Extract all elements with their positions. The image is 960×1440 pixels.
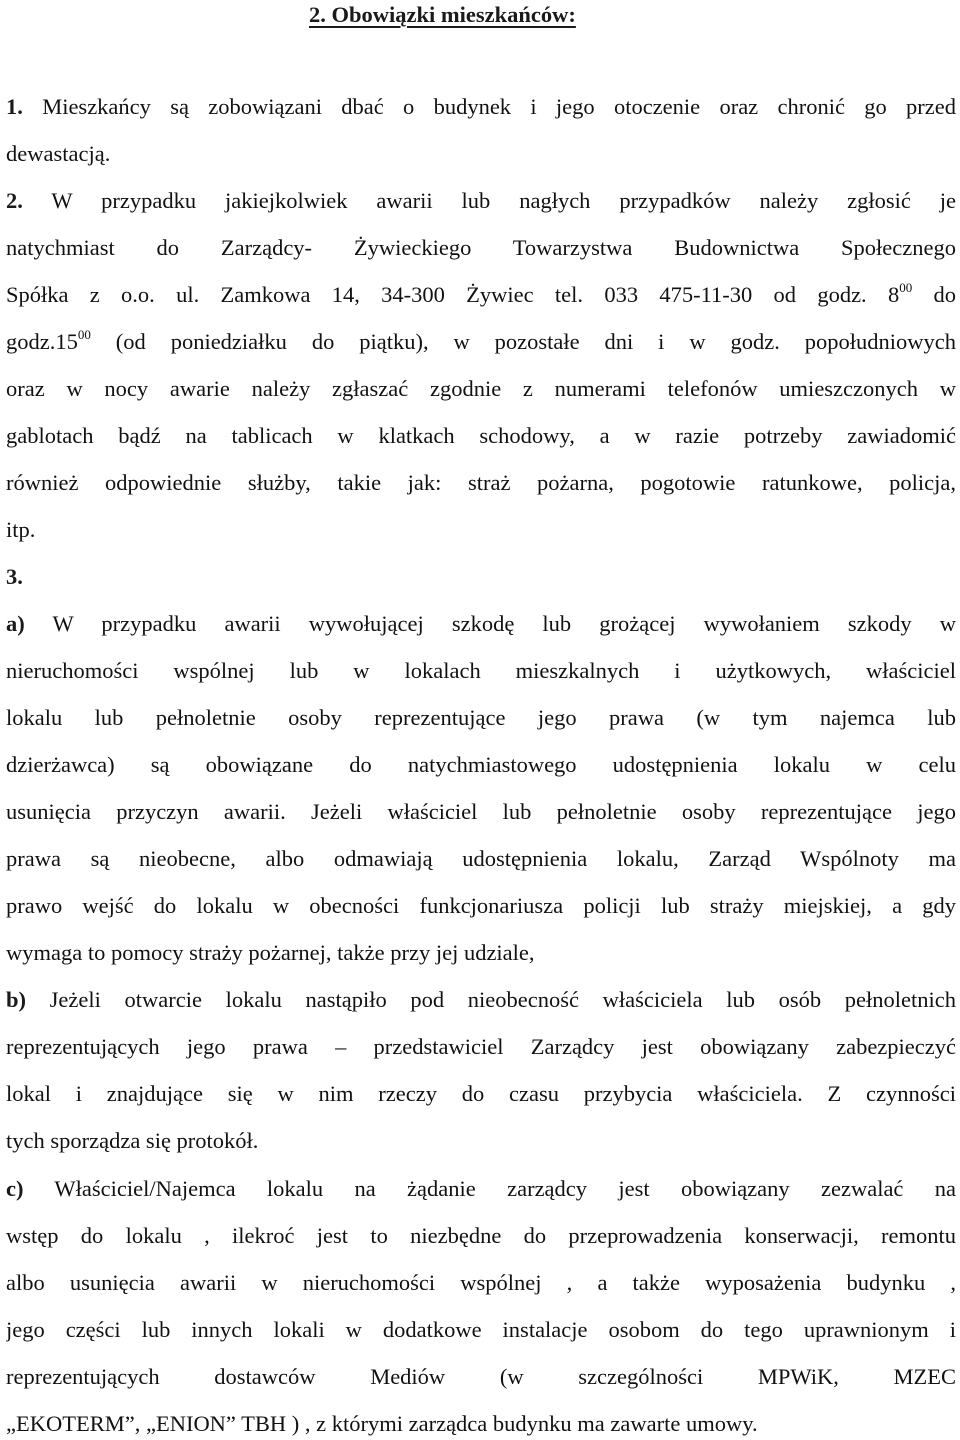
item3b-line3: lokal i znajdujące się w nim rzeczy do czasu przybycia właściciela. Z czynności (6, 1081, 956, 1106)
item3c-line1 (6, 1174, 956, 1204)
item3a-line7: prawo wejść do lokalu w obecności funkcjonariusza policji lub straży miejskiej, a gdy (6, 893, 956, 918)
item2-text-4b: (od poniedziałku do piątku), w pozostałe dni i w godz. popołudniowych (115, 329, 956, 354)
item3a-line5: usunięcia przyczyn awarii. Jeżeli właściciel lub pełnoletnie osoby reprezentujące jego (6, 799, 956, 824)
item3b-text-1: Jeżeli otwarcie lokalu nastąpiło pod nieobecność właściciela lub osób pełnoletnich (49, 987, 956, 1012)
item3a-text-1: W przypadku awarii wywołującej szkodę lub grożącej wywołaniem szkody w (52, 611, 956, 636)
item2-sup-2: 00 (77, 327, 91, 342)
item1-text-1: Mieszkańcy są zobowiązani dbać o budynek i jego otoczenie oraz chronić go przed (42, 94, 956, 119)
item2-line7: również odpowiednie służby, takie jak: straż pożarna, pogotowie ratunkowe, policja, (6, 470, 956, 495)
item3c-line2: wstęp do lokalu , ilekroć jest to niezbędne do przeprowadzenia konserwacji, remontu (6, 1223, 956, 1248)
item3b-label: b) (6, 987, 27, 1012)
item2-text-1: W przypadku jakiejkolwiek awarii lub nagłych przypadków należy zgłosić je (51, 188, 956, 213)
item2-sup-1: 00 (899, 280, 913, 295)
item2-text-3b: do (933, 282, 956, 307)
item2-line4 (6, 327, 956, 357)
item3a-line3: lokalu lub pełnoletnie osoby reprezentujące jego prawa (w tym najemca lub (6, 705, 956, 730)
item3b-line2: reprezentujących jego prawa – przedstawiciel Zarządcy jest obowiązany zabezpieczyć (6, 1034, 956, 1059)
item3a-line2: nieruchomości wspólnej lub w lokalach mieszkalnych i użytkowych, właściciel (6, 658, 956, 683)
item3a-line8: wymaga to pomocy straży pożarnej, także przy jej udziale, (6, 940, 535, 965)
item2-number: 2. (6, 188, 23, 213)
item2-line3 (6, 280, 956, 310)
item2-text-3a: Spółka z o.o. ul. Zamkowa 14, 34-300 Żywiec tel. 033 475-11-30 od godz. 8 (6, 282, 900, 307)
item1-line1 (6, 92, 956, 122)
item3c-line4: jego części lub innych lokali w dodatkowe instalacje osobom do tego uprawnionym i (6, 1317, 956, 1342)
item3-number (6, 562, 956, 592)
item2-line8: itp. (6, 517, 36, 542)
item3c-text-1: Właściciel/Najemca lokalu na żądanie zarządcy jest obowiązany zezwalać na (54, 1176, 956, 1201)
item3c-line5: reprezentujących dostawców Mediów (w szczególności MPWiK, MZEC (6, 1364, 956, 1389)
item3c-line6: „EKOTERM”, „ENION” TBH ) , z którymi zarządca budynku ma zawarte umowy. (6, 1411, 758, 1436)
item2-line6: gablotach bądź na tablicach w klatkach schodowy, a w razie potrzeby zawiadomić (6, 423, 956, 448)
item3c-line3: albo usunięcia awarii w nieruchomości wspólnej , a także wyposażenia budynku , (6, 1270, 956, 1295)
item3-number-label: 3. (6, 564, 23, 589)
section-heading: 2. Obowiązki mieszkańców: (309, 2, 576, 27)
item1-number: 1. (6, 94, 23, 119)
item3c-label: c) (6, 1176, 24, 1201)
item3b-line4: tych sporządza się protokół. (6, 1128, 259, 1153)
item2-line5: oraz w nocy awarie należy zgłaszać zgodnie z numerami telefonów umieszczonych w (6, 376, 956, 401)
item3b-line1 (6, 985, 956, 1015)
item3a-line4: dzierżawca) są obowiązane do natychmiastowego udostępnienia lokalu w celu (6, 752, 956, 777)
item3a-label: a) (6, 611, 25, 636)
item2-line1 (6, 186, 956, 216)
item1-line2: dewastacją. (6, 141, 111, 166)
item3a-line1 (6, 609, 956, 639)
item2-text-4a: godz.15 (6, 329, 78, 354)
item2-line2: natychmiast do Zarządcy- Żywieckiego Towarzystwa Budownictwa Społecznego (6, 235, 956, 260)
item3a-line6: prawa są nieobecne, albo odmawiają udostępnienia lokalu, Zarząd Wspólnoty ma (6, 846, 956, 871)
